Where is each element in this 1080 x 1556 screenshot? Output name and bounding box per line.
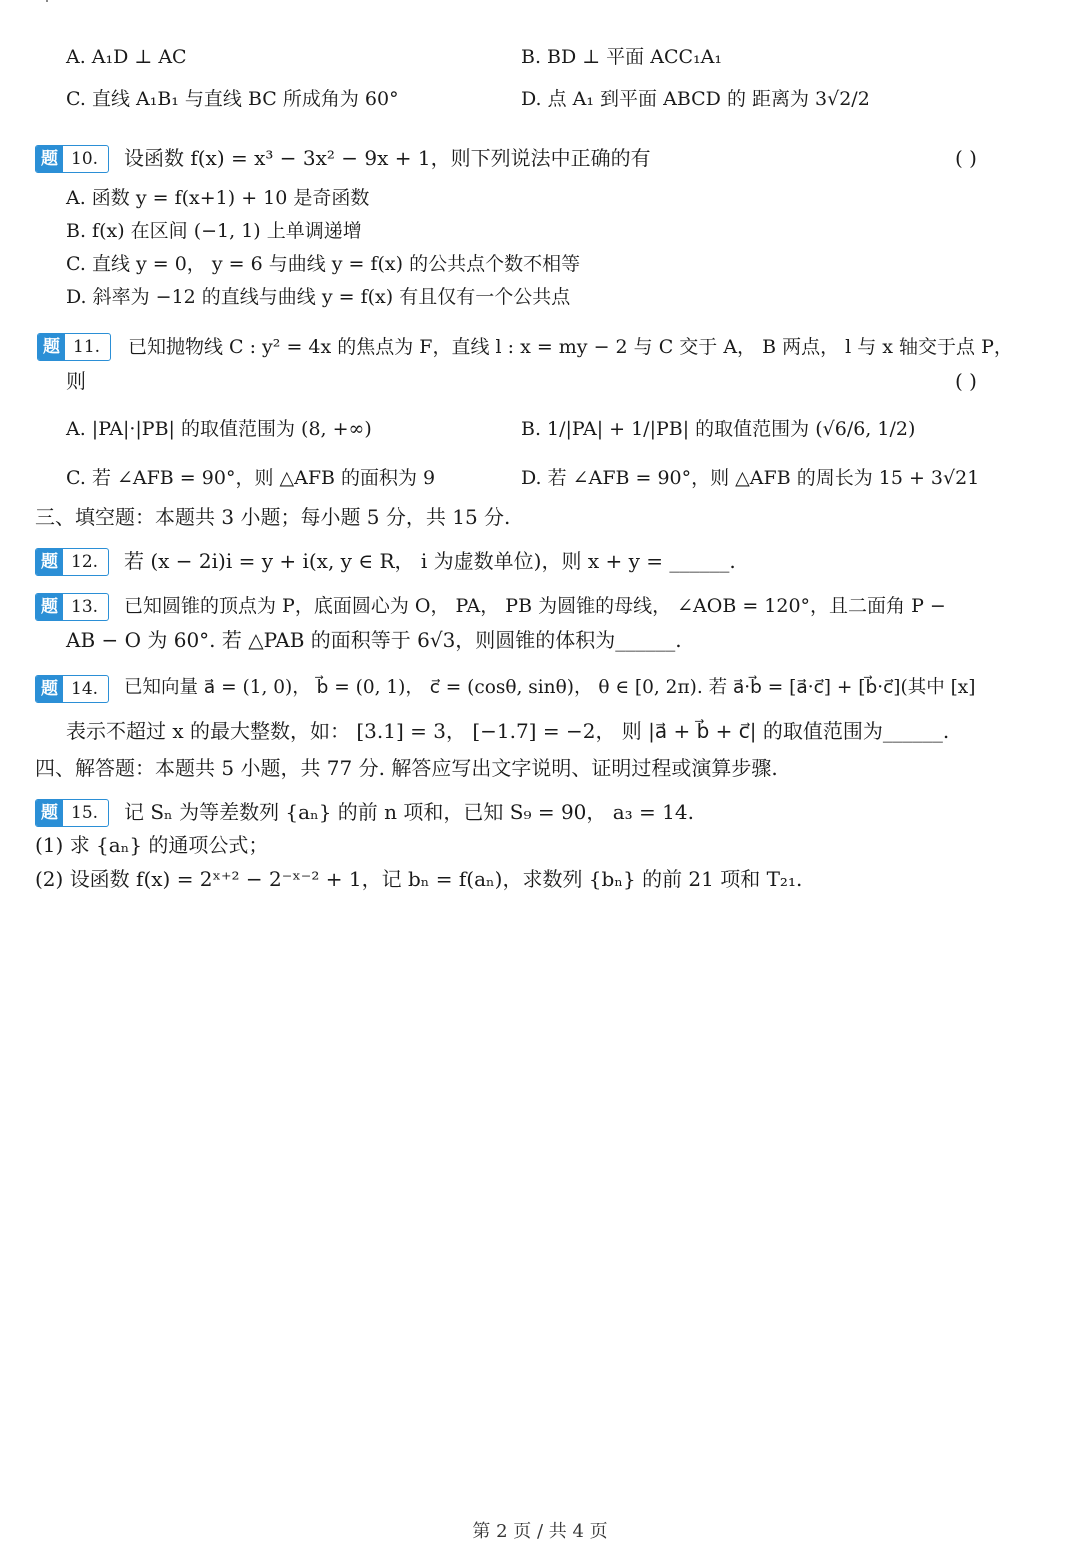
q14-number: 14. bbox=[71, 679, 99, 699]
q14-stem: 已知向量 a⃗ = (1, 0)， b⃗ = (0, 1)， c⃗ = (cosθ, sinθ)， θ ∈ [0, 2π). 若 a⃗·b⃗ = [a⃗·c⃗] + [b⃗·c⃗](其中 [x] bbox=[124, 677, 976, 698]
q9-option-c: C. 直线 A₁B₁ 与直线 BC 所成角为 60° bbox=[66, 88, 399, 110]
q9-option-b: B. BD ⊥ 平面 ACC₁A₁ bbox=[521, 46, 722, 68]
q11-option-a: A. |PA|·|PB| 的取值范围为 (8, +∞) bbox=[66, 418, 372, 440]
q13-stem: 已知圆锥的顶点为 P，底面圆心为 O， PA， PB 为圆锥的母线， ∠AOB = 120°，且二面角 P − bbox=[124, 595, 946, 617]
q13-badge-tag: 题 bbox=[36, 594, 63, 620]
q11-option-b: B. 1/|PA| + 1/|PB| 的取值范围为 (√6/6, 1/2) bbox=[521, 418, 916, 440]
q11-option-c: C. 若 ∠AFB = 90°，则 △AFB 的面积为 9 bbox=[66, 467, 436, 489]
page-footer: 第 2 页 / 共 4 页 bbox=[472, 1521, 608, 1542]
q11-badge bbox=[37, 333, 111, 361]
q14-badge bbox=[35, 675, 109, 703]
q9-option-a: A. A₁D ⊥ AC bbox=[66, 46, 187, 68]
q9-option-d: D. 点 A₁ 到平面 ABCD 的 距离为 3√2/2 bbox=[521, 88, 870, 110]
q13-number: 13. bbox=[71, 597, 99, 617]
q12-stem: 若 (x − 2i)i = y + i(x, y ∈ R， i 为虚数单位)，则 x + y = ______. bbox=[124, 549, 736, 573]
q11-stem: 已知抛物线 C : y² = 4x 的焦点为 F，直线 l : x = my − 2 与 C 交于 A， B 两点， l 与 x 轴交于点 P， bbox=[128, 336, 1013, 358]
q10-badge bbox=[35, 145, 109, 173]
q11-badge-tag: 题 bbox=[38, 334, 65, 360]
q15-number: 15. bbox=[71, 803, 99, 823]
q10-option-b: B. f(x) 在区间 (−1, 1) 上单调递增 bbox=[66, 220, 362, 242]
q14-badge-tag: 题 bbox=[36, 676, 63, 702]
section-answer-heading: 四、解答题：本题共 5 小题，共 77 分. 解答应写出文字说明、证明过程或演算步骤. bbox=[35, 756, 778, 780]
q15-part-1: (1) 求 {aₙ} 的通项公式； bbox=[35, 833, 269, 857]
q15-badge bbox=[35, 799, 109, 827]
q11-number: 11. bbox=[73, 337, 101, 357]
q10-number: 10. bbox=[71, 149, 99, 169]
q13-badge bbox=[35, 593, 109, 621]
q11-stem-cont: 则 bbox=[66, 369, 86, 393]
q10-answer-paren: ( ) bbox=[955, 146, 977, 170]
q15-stem: 记 Sₙ 为等差数列 {aₙ} 的前 n 项和，已知 S₉ = 90， a₃ = 14. bbox=[124, 800, 694, 824]
q14-stem-cont: 表示不超过 x 的最大整数，如： [3.1] = 3， [−1.7] = −2， 则 |a⃗ + b⃗ + c⃗| 的取值范围为______. bbox=[66, 719, 950, 743]
q12-number: 12. bbox=[71, 552, 99, 572]
q15-badge-tag: 题 bbox=[36, 800, 63, 826]
q12-badge-tag: 题 bbox=[36, 549, 63, 575]
q10-option-d: D. 斜率为 −12 的直线与曲线 y = f(x) 有且仅有一个公共点 bbox=[66, 286, 571, 308]
scan-mark bbox=[46, 0, 48, 2]
q12-badge bbox=[35, 548, 109, 576]
q10-option-a: A. 函数 y = f(x+1) + 10 是奇函数 bbox=[66, 187, 370, 209]
q10-stem: 设函数 f(x) = x³ − 3x² − 9x + 1，则下列说法中正确的有 bbox=[124, 146, 651, 170]
q15-part-2: (2) 设函数 f(x) = 2ˣ⁺² − 2⁻ˣ⁻² + 1，记 bₙ = f(aₙ)，求数列 {bₙ} 的前 21 项和 T₂₁. bbox=[35, 867, 803, 891]
section-fill-in-heading: 三、填空题：本题共 3 小题；每小题 5 分，共 15 分. bbox=[35, 505, 511, 529]
q10-badge-tag: 题 bbox=[36, 146, 63, 172]
q13-stem-cont: AB − O 为 60°. 若 △PAB 的面积等于 6√3，则圆锥的体积为______. bbox=[66, 628, 682, 652]
q11-option-d: D. 若 ∠AFB = 90°，则 △AFB 的周长为 15 + 3√21 bbox=[521, 467, 980, 489]
q11-answer-paren: ( ) bbox=[955, 369, 977, 393]
q10-option-c: C. 直线 y = 0， y = 6 与曲线 y = f(x) 的公共点个数不相等 bbox=[66, 253, 581, 275]
